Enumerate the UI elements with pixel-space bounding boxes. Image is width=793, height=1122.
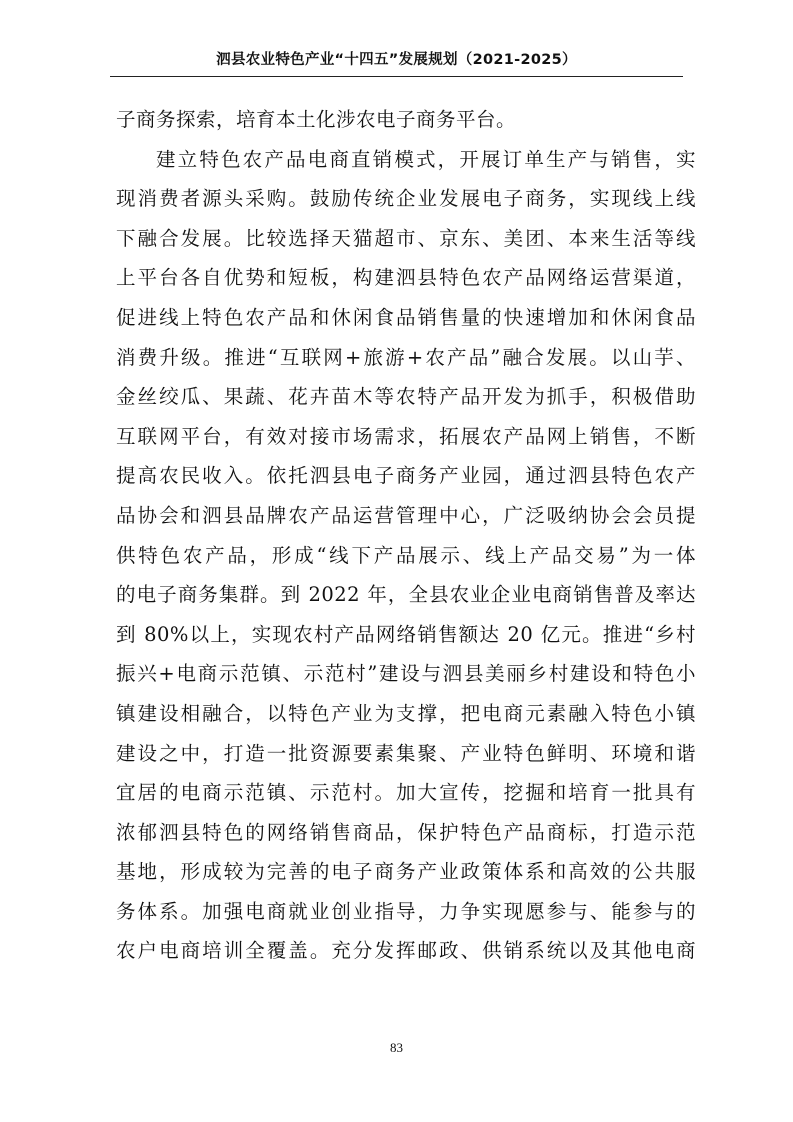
paragraph-line: 下融合发展。比较选择天猫超市、京东、美团、本来生活等线 — [116, 226, 696, 250]
paragraph-line: 振兴+电商示范镇、示范村”建设与泗县美丽乡村建设和特色小 — [116, 662, 696, 686]
paragraph-line: 金丝绞瓜、果蔬、花卉苗木等农特产品开发为抓手，积极借助 — [116, 385, 696, 409]
paragraph-line: 建立特色农产品电商直销模式，开展订单生产与销售，实 — [156, 147, 696, 171]
running-header: 泗县农业特色产业“十四五”发展规划（2021-2025） — [216, 52, 577, 68]
paragraph-line: 品协会和泗县品牌农产品运营管理中心，广泛吸纳协会会员提 — [116, 503, 696, 527]
paragraph-line: 宜居的电商示范镇、示范村。加大宣传，挖掘和培育一批具有 — [116, 781, 696, 805]
paragraph-line: 镇建设相融合，以特色产业为支撑，把电商元素融入特色小镇 — [116, 701, 696, 725]
paragraph-line: 到 80%以上，实现农村产品网络销售额达 20 亿元。推进“乡村 — [116, 622, 696, 646]
paragraph-line: 的电子商务集群。到 2022 年，全县农业企业电商销售普及率达 — [116, 583, 696, 607]
paragraph-line: 子商务探索，培育本土化涉农电子商务平台。 — [116, 108, 517, 131]
paragraph-line: 浓郁泗县特色的网络销售商品，保护特色产品商标，打造示范 — [116, 820, 696, 844]
paragraph-line: 提高农民收入。依托泗县电子商务产业园，通过泗县特色农产 — [116, 464, 696, 488]
paragraph-line: 现消费者源头采购。鼓励传统企业发展电子商务，实现线上线 — [116, 187, 696, 211]
paragraph-line: 互联网平台，有效对接市场需求，拓展农产品网上销售，不断 — [116, 424, 696, 448]
paragraph-line: 供特色农产品，形成“线下产品展示、线上产品交易”为一体 — [116, 543, 696, 567]
paragraph-line: 上平台各自优势和短板，构建泗县特色农产品网络运营渠道， — [116, 266, 696, 290]
page-number: 83 — [390, 1040, 403, 1055]
paragraph-line: 建设之中，打造一批资源要素集聚、产业特色鲜明、环境和谐 — [116, 741, 696, 765]
paragraph-line: 消费升级。推进“互联网+旅游+农产品”融合发展。以山芋、 — [116, 345, 696, 369]
body-text — [116, 100, 696, 971]
paragraph-line: 务体系。加强电商就业创业指导，力争实现愿参与、能参与的 — [116, 899, 696, 923]
paragraph-line: 农户电商培训全覆盖。充分发挥邮政、供销系统以及其他电商 — [116, 939, 696, 963]
paragraph-line: 促进线上特色农产品和休闲食品销售量的快速增加和休闲食品 — [116, 305, 696, 329]
header-divider — [110, 76, 683, 77]
paragraph-line: 基地，形成较为完善的电子商务产业政策体系和高效的公共服 — [116, 860, 696, 884]
